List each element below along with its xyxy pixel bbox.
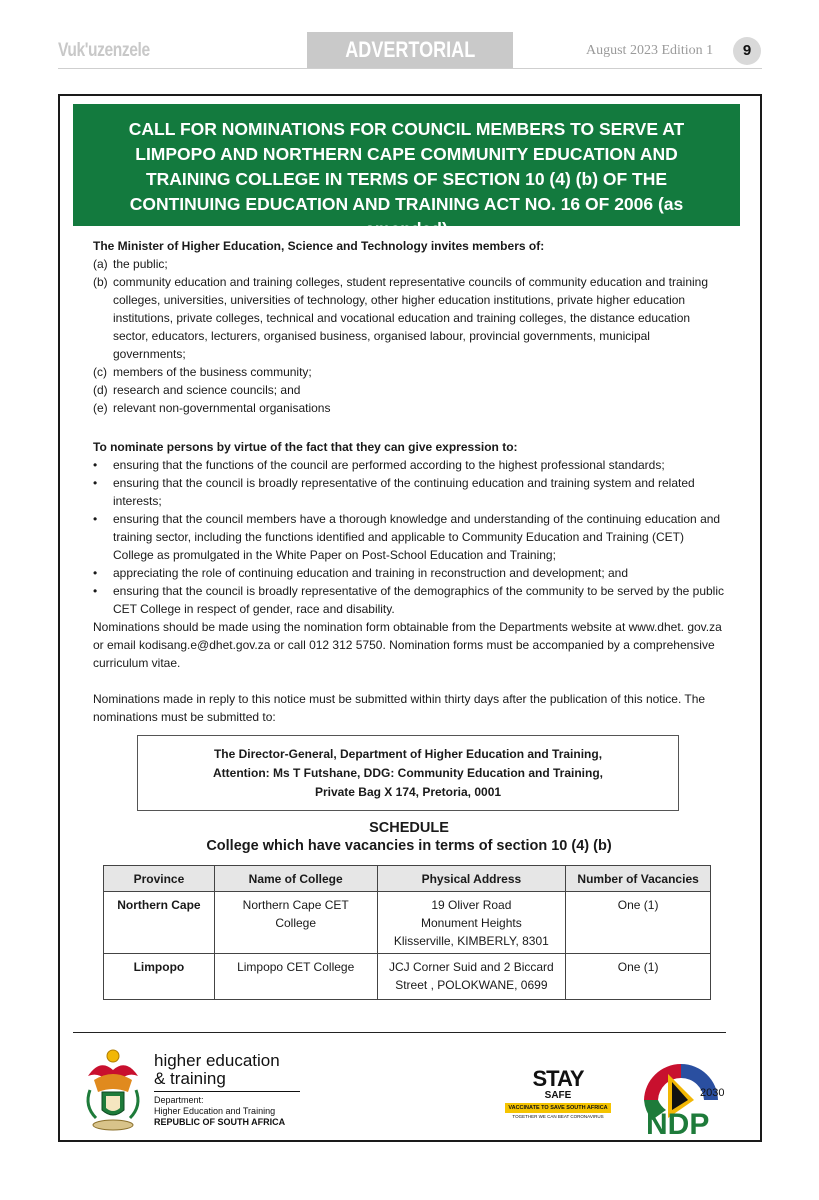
- invite-text: community education and training colleges, student representative councils of community education and training colleges, universities, universities of technology, other higher education institutions, private higher education institutions, private colleges, technical and vocational education and training colleges, the distance education sector, educators, lecturers, organised business, organised labour, provincial governments, municipal governments;: [113, 275, 709, 361]
- vacancies-cell: One (1): [566, 954, 711, 1000]
- invite-text: the public;: [113, 257, 168, 271]
- address-line: The Director-General, Department of Higher Education and Training,: [213, 747, 603, 761]
- address-box: [137, 735, 679, 811]
- criteria-text: appreciating the role of continuing education and training in reconstruction and development; and: [113, 566, 629, 580]
- criteria-item: [93, 456, 725, 474]
- invite-marker: (c): [93, 365, 107, 379]
- dept-rule: [154, 1091, 300, 1092]
- dept-wordmark-line1: higher education: [154, 1051, 280, 1070]
- criteria-text: ensuring that the functions of the council are performed according to the highest professional standards;: [113, 458, 665, 472]
- college-cell: Northern Cape CET College: [214, 892, 377, 954]
- criteria-item: [93, 474, 725, 510]
- table-row: [104, 892, 711, 954]
- criteria-lead: To nominate persons by virtue of the fact that they can give expression to:: [93, 440, 518, 454]
- address-line: Attention: Ms T Futshane, DDG: Community Education and Training,: [213, 766, 603, 780]
- address-text: Klisserville, KIMBERLY, 8301: [393, 934, 549, 948]
- address-text: Monument Heights: [421, 916, 522, 930]
- schedule-title: SCHEDULE: [369, 820, 449, 836]
- dept-wordmark-line2: & training: [154, 1069, 226, 1088]
- column-header: Province: [104, 866, 215, 892]
- page-number: 9: [733, 37, 761, 65]
- submission-notice: Nominations made in reply to this notice must be submitted within thirty days after the publication of this notice. The nominations must be submitted to:: [93, 692, 706, 724]
- invite-item: [93, 381, 725, 399]
- ndp-year: 2030: [700, 1087, 724, 1099]
- stay-safe-tagline: TOGETHER WE CAN BEAT CORONAVIRUS: [512, 1114, 604, 1119]
- schedule-subtitle: College which have vacancies in terms of section 10 (4) (b): [206, 838, 612, 854]
- schedule-heading: [93, 819, 725, 855]
- stay-safe-title: STAY: [532, 1066, 584, 1091]
- criteria-item: [93, 582, 725, 618]
- invite-lead: The Minister of Higher Education, Science and Technology invites members of:: [93, 239, 545, 253]
- edition-label: August 2023 Edition 1: [586, 43, 714, 58]
- bullet: •: [93, 566, 98, 580]
- invite-item: [93, 273, 725, 363]
- invite-text: relevant non-governmental organisations: [113, 401, 331, 415]
- notice-body: [93, 234, 725, 726]
- invite-text: research and science councils; and: [113, 383, 301, 397]
- masthead: [58, 28, 762, 70]
- section-tab: [307, 32, 513, 68]
- invite-item: [93, 363, 725, 381]
- section-label: ADVERTORIAL: [345, 37, 475, 62]
- address-line: Private Bag X 174, Pretoria, 0001: [314, 785, 502, 799]
- coat-of-arms-icon: [80, 1046, 146, 1132]
- dept-label: Department:: [154, 1095, 204, 1105]
- invite-text: members of the business community;: [113, 365, 312, 379]
- stay-safe-sub: SAFE: [544, 1090, 572, 1101]
- column-header: Physical Address: [377, 866, 566, 892]
- vacancies-table: [103, 865, 711, 1000]
- stay-safe-logo: [505, 1068, 611, 1126]
- ndp-name: NDP: [646, 1108, 710, 1138]
- column-header: Name of College: [214, 866, 377, 892]
- invite-marker: (d): [93, 383, 108, 397]
- college-cell: Limpopo CET College: [214, 954, 377, 1000]
- title-banner: CALL FOR NOMINATIONS FOR COUNCIL MEMBERS TO SERVE AT LIMPOPO AND NORTHERN CAPE COMMUNITY EDUCATION AND TRAINING COLLEGE IN TERMS OF SECTION 10 (4) (b) OF THE CONTINUING EDUCATION AND TRAINING ACT NO. 16 OF 2006 (as amended): [73, 104, 740, 226]
- criteria-text: ensuring that the council members have a thorough knowledge and understanding of the continuing education and training sector, including the functions identified and applicable to Community Education and Training (CET) College as promulgated in the White Paper on Post-School Education and Training;: [113, 512, 721, 562]
- criteria-item: [93, 510, 725, 564]
- province-cell: Northern Cape: [104, 892, 215, 954]
- address-text: Street , POLOKWANE, 0699: [395, 978, 548, 992]
- stay-safe-banner: VACCINATE TO SAVE SOUTH AFRICA: [505, 1103, 611, 1113]
- brand-name: Vuk'uzenzele: [58, 40, 150, 61]
- criteria-list: [93, 456, 725, 618]
- criteria-item: [93, 564, 725, 582]
- province-cell: Limpopo: [104, 954, 215, 1000]
- bullet: •: [93, 476, 98, 490]
- bullet: •: [93, 512, 98, 526]
- header-divider: [58, 68, 762, 69]
- invite-marker: (e): [93, 401, 108, 415]
- country-name: REPUBLIC OF SOUTH AFRICA: [154, 1117, 286, 1127]
- ndp-2030-logo: [638, 1058, 724, 1138]
- spacer: [93, 672, 725, 690]
- vacancies-cell: One (1): [566, 892, 711, 954]
- address-text: JCJ Corner Suid and 2 Biccard: [388, 960, 554, 974]
- dept-name: Higher Education and Training: [154, 1106, 276, 1116]
- criteria-text: ensuring that the council is broadly representative of the continuing education and training system and related interests;: [113, 476, 695, 508]
- bullet: •: [93, 584, 98, 598]
- criteria-text: ensuring that the council is broadly representative of the demographics of the community to be served by the public CET College in respect of gender, race and disability.: [113, 584, 725, 616]
- invite-item: [93, 255, 725, 273]
- invite-list: [93, 255, 725, 417]
- table-row: [104, 954, 711, 1000]
- footer-divider: [73, 1032, 726, 1033]
- spacer: [93, 417, 725, 435]
- bullet: •: [93, 458, 98, 472]
- address-cell: [377, 892, 566, 954]
- invite-item: [93, 399, 725, 417]
- address-text: 19 Oliver Road: [431, 898, 512, 912]
- column-header: Number of Vacancies: [566, 866, 711, 892]
- nomination-form-text: Nominations should be made using the nomination form obtainable from the Departments website at www.dhet. gov.za or email kodisang.e@dhet.gov.za or call 012 312 5750. Nomination forms must be accompanied by a comprehensive curriculum vitae.: [93, 620, 722, 670]
- invite-marker: (a): [93, 257, 108, 271]
- invite-marker: (b): [93, 275, 108, 289]
- table-header-row: [104, 866, 711, 892]
- address-cell: [377, 954, 566, 1000]
- department-logo: [154, 1052, 304, 1128]
